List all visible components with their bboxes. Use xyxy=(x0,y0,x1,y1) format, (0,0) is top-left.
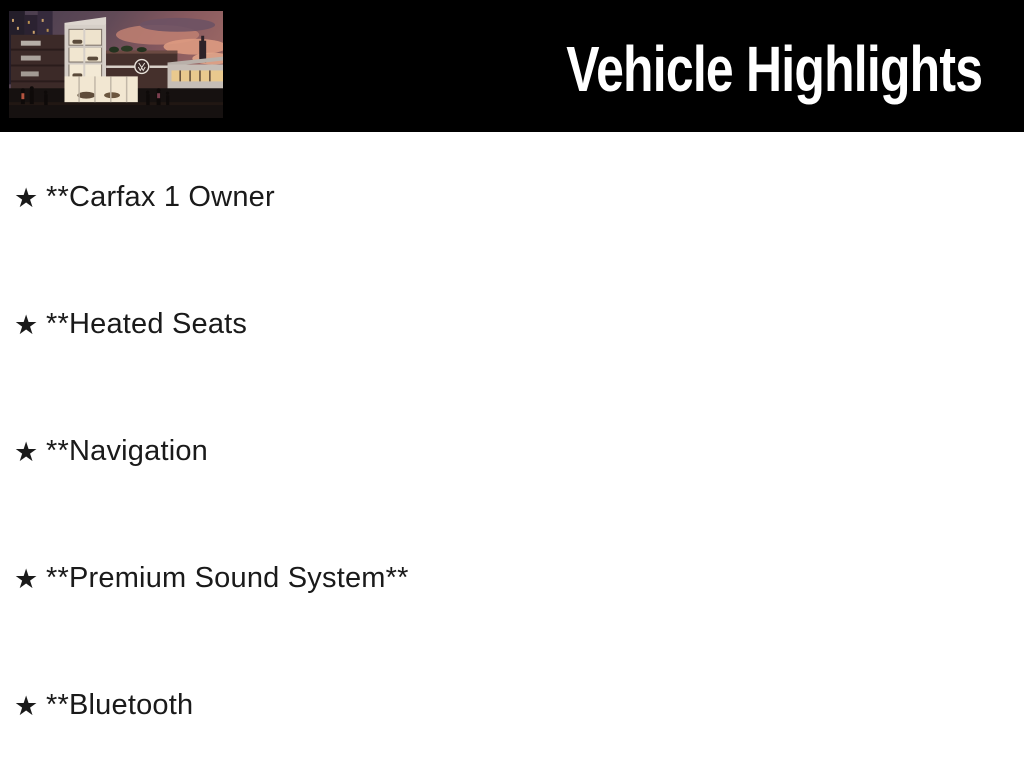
star-bullet-icon: ★ xyxy=(14,691,39,722)
dealership-photo xyxy=(9,11,223,118)
highlights-list xyxy=(0,132,1024,768)
slide-body xyxy=(0,132,1024,768)
star-bullet-icon: ★ xyxy=(14,437,39,468)
title-wrap xyxy=(449,0,982,132)
star-bullet-icon: ★ xyxy=(14,564,39,595)
header-bar xyxy=(0,0,1024,132)
highlight-label: **Navigation xyxy=(46,435,208,467)
highlight-label: **Heated Seats xyxy=(46,308,248,340)
list-item xyxy=(0,134,1024,261)
highlight-label: **Premium Sound System** xyxy=(46,562,409,594)
list-item xyxy=(0,515,1024,642)
highlight-label: **Bluetooth xyxy=(46,689,194,721)
list-item xyxy=(0,642,1024,768)
star-bullet-icon: ★ xyxy=(14,183,39,214)
list-item xyxy=(0,388,1024,515)
list-item xyxy=(0,261,1024,388)
page-title: Vehicle Highlights xyxy=(566,33,982,105)
highlight-label: **Carfax 1 Owner xyxy=(46,181,275,213)
star-bullet-icon: ★ xyxy=(14,310,39,341)
